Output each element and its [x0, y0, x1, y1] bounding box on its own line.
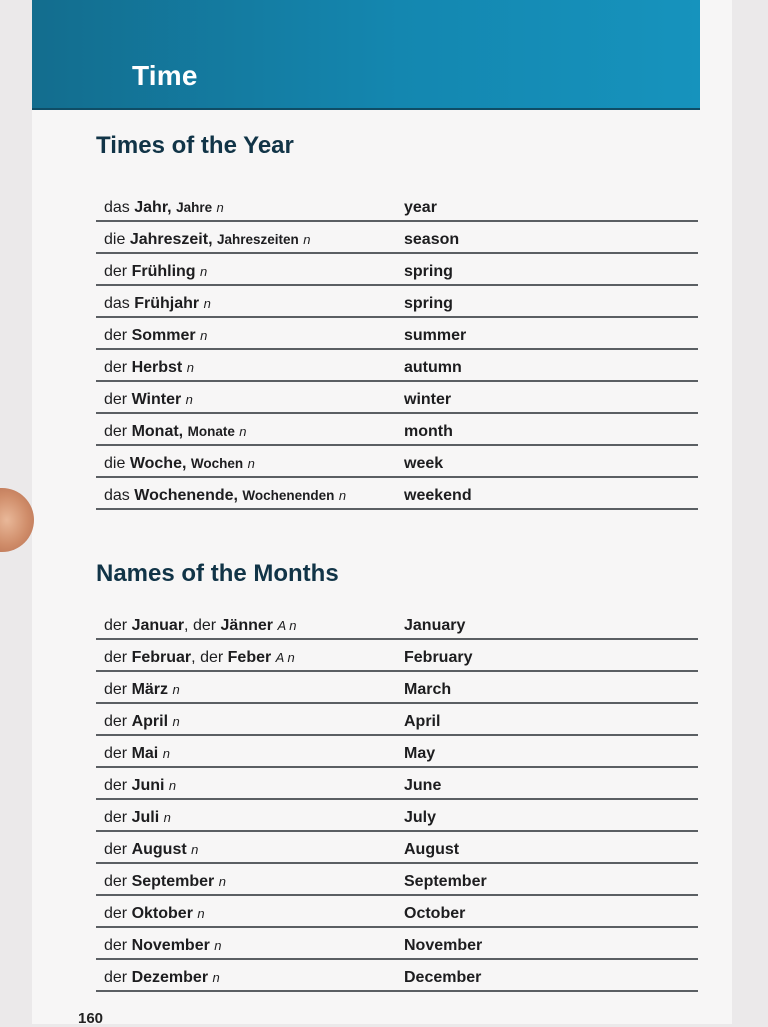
vocab-row	[96, 864, 698, 896]
german-term	[104, 487, 346, 505]
english-term: April	[404, 713, 441, 730]
chapter-title: Time	[132, 60, 198, 91]
article: das	[104, 199, 130, 216]
plural-form: Jahreszeiten	[216, 232, 299, 247]
gender-marker: A n	[275, 650, 295, 665]
english-term: August	[404, 841, 460, 858]
noun: Februar	[131, 649, 192, 666]
gender-marker: n	[200, 264, 208, 279]
vocab-row	[96, 350, 698, 382]
german-term	[104, 969, 220, 987]
german-term	[104, 423, 247, 441]
plural-form: Jahre	[176, 200, 213, 215]
article: der	[104, 617, 128, 634]
page-number: 160	[78, 1010, 104, 1027]
gender-marker: n	[212, 970, 220, 985]
german-term	[104, 455, 255, 473]
english-term: July	[404, 809, 437, 826]
gender-marker: n	[162, 746, 170, 761]
noun: März	[131, 681, 169, 698]
noun: April	[131, 713, 169, 730]
vocab-row	[96, 768, 698, 800]
german-term	[104, 199, 224, 217]
noun: November	[131, 937, 210, 954]
english-term: summer	[404, 327, 467, 344]
vocab-row	[96, 286, 698, 318]
vocab-row	[96, 736, 698, 768]
english-term: season	[404, 231, 460, 248]
english-term: May	[404, 745, 436, 762]
english-term: June	[404, 777, 442, 794]
german-term	[104, 681, 180, 699]
english-term: February	[404, 649, 473, 666]
noun: Wochenende,	[134, 487, 238, 504]
vocab-row	[96, 672, 698, 704]
article: der	[104, 391, 128, 408]
vocab-row	[96, 382, 698, 414]
german-term	[104, 873, 226, 891]
gender-marker: n	[186, 360, 194, 375]
plural-form: Wochen	[190, 456, 244, 471]
english-term: weekend	[404, 487, 472, 504]
german-term	[104, 391, 193, 409]
vocab-row	[96, 640, 698, 672]
vocab-row	[96, 608, 698, 640]
vocab-table-months	[96, 608, 698, 992]
vocab-row	[96, 222, 698, 254]
english-term: October	[404, 905, 466, 922]
article: der	[104, 423, 128, 440]
gender-marker: n	[200, 328, 208, 343]
english-term: spring	[404, 263, 453, 280]
german-term	[104, 937, 222, 955]
gender-marker: A n	[277, 618, 297, 633]
german-term	[104, 841, 198, 859]
gender-marker: n	[247, 456, 255, 471]
german-term	[104, 327, 207, 345]
plural-form: Wochenenden	[242, 488, 335, 503]
chapter-banner	[32, 0, 700, 110]
gender-marker: n	[203, 296, 211, 311]
english-term: December	[404, 969, 482, 986]
article: der	[104, 905, 128, 922]
plural-form: Monate	[187, 424, 235, 439]
gender-marker: n	[303, 232, 311, 247]
vocab-row	[96, 414, 698, 446]
article: der	[104, 713, 128, 730]
gender-marker: n	[185, 392, 193, 407]
article: der	[104, 745, 128, 762]
german-term	[104, 745, 170, 763]
english-term: March	[404, 681, 452, 698]
gender-marker: n	[239, 424, 247, 439]
vocab-row	[96, 254, 698, 286]
english-term: month	[404, 423, 453, 440]
noun: Juni	[131, 777, 165, 794]
gender-marker: n	[214, 938, 222, 953]
noun: Jänner	[220, 617, 273, 634]
gender-marker: n	[338, 488, 347, 503]
article: der	[104, 937, 128, 954]
german-term	[104, 295, 211, 313]
english-term: week	[404, 455, 444, 472]
english-term: winter	[404, 391, 452, 408]
article: das	[104, 295, 130, 312]
vocab-row	[96, 928, 698, 960]
english-term: January	[404, 617, 466, 634]
vocab-row	[96, 800, 698, 832]
vocab-row	[96, 704, 698, 736]
separator: ,	[191, 649, 196, 666]
section-title-months: Names of the Months	[96, 560, 339, 587]
noun: Oktober	[131, 905, 193, 922]
german-term	[104, 359, 194, 377]
article: die	[104, 455, 126, 472]
noun: Frühjahr	[134, 295, 200, 312]
article: der	[104, 969, 128, 986]
german-term	[104, 649, 295, 667]
vocab-row	[96, 960, 698, 992]
gender-marker: n	[168, 778, 177, 793]
article: der	[104, 327, 128, 344]
english-term: autumn	[404, 359, 462, 376]
german-term	[104, 905, 205, 923]
vocab-row	[96, 446, 698, 478]
gender-marker: n	[216, 200, 224, 215]
vocab-table-times-of-year	[96, 190, 698, 510]
article: der	[192, 617, 217, 634]
noun: Frühling	[131, 263, 196, 280]
article: die	[104, 231, 126, 248]
noun: Woche,	[129, 455, 187, 472]
noun: Monat,	[131, 423, 184, 440]
gender-marker: n	[172, 714, 180, 729]
section-title-times-of-year: Times of the Year	[96, 132, 294, 159]
article: der	[104, 873, 128, 890]
article: der	[104, 359, 128, 376]
gender-marker: n	[197, 906, 205, 921]
german-term	[104, 777, 176, 795]
gender-marker: n	[191, 842, 199, 857]
vocab-row	[96, 318, 698, 350]
gender-marker: n	[172, 682, 180, 697]
noun: Herbst	[131, 359, 183, 376]
gender-marker: n	[218, 874, 226, 889]
article: der	[104, 263, 128, 280]
vocab-row	[96, 190, 698, 222]
article: der	[104, 841, 128, 858]
article: der	[104, 681, 128, 698]
english-term: November	[404, 937, 483, 954]
article: der	[104, 649, 128, 666]
noun: August	[131, 841, 187, 858]
vocab-row	[96, 896, 698, 928]
noun: September	[131, 873, 215, 890]
noun: Mai	[131, 745, 159, 762]
german-term	[104, 617, 296, 635]
german-term	[104, 713, 180, 731]
article: das	[104, 487, 130, 504]
german-term	[104, 231, 310, 249]
noun: Jahr,	[134, 199, 172, 216]
gender-marker: n	[163, 810, 171, 825]
english-term: spring	[404, 295, 453, 312]
noun: Januar	[131, 617, 185, 634]
article: der	[104, 809, 128, 826]
thumb	[0, 488, 34, 552]
vocab-row	[96, 478, 698, 510]
vocab-row	[96, 832, 698, 864]
noun: Dezember	[131, 969, 209, 986]
noun: Jahreszeit,	[129, 231, 213, 248]
noun: Winter	[131, 391, 182, 408]
article: der	[104, 777, 128, 794]
noun: Juli	[131, 809, 160, 826]
english-term: September	[404, 873, 487, 890]
article: der	[200, 649, 224, 666]
german-term	[104, 263, 207, 281]
noun: Feber	[227, 649, 272, 666]
german-term	[104, 809, 171, 827]
separator: ,	[184, 617, 189, 634]
noun: Sommer	[131, 327, 196, 344]
english-term: year	[404, 199, 437, 216]
